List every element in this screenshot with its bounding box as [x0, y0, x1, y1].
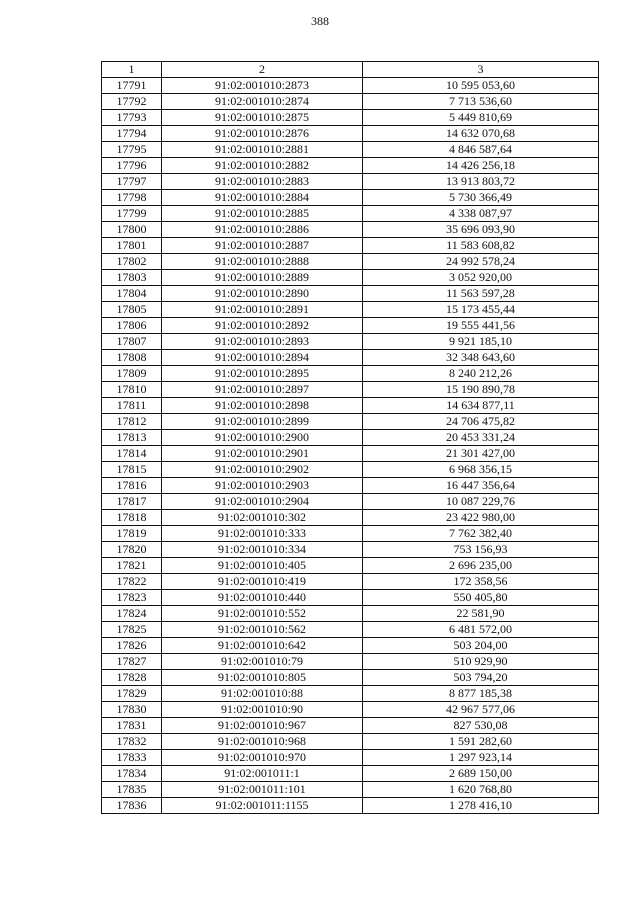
table-row: [102, 238, 599, 254]
table-row: [102, 430, 599, 446]
table-row: [102, 94, 599, 110]
cadastral-number-cell: 91:02:001010:2887: [162, 238, 363, 254]
row-number-cell: 17827: [102, 654, 162, 670]
cadastral-number-cell: 91:02:001010:2894: [162, 350, 363, 366]
table-row: [102, 590, 599, 606]
row-number-cell: 17835: [102, 782, 162, 798]
row-number-cell: 17810: [102, 382, 162, 398]
cadastral-number-cell: 91:02:001010:967: [162, 718, 363, 734]
row-number-cell: 17833: [102, 750, 162, 766]
cadastral-number-cell: 91:02:001010:2892: [162, 318, 363, 334]
row-number-cell: 17818: [102, 510, 162, 526]
table-row: [102, 734, 599, 750]
row-number-cell: 17819: [102, 526, 162, 542]
cadastral-number-cell: 91:02:001010:2875: [162, 110, 363, 126]
value-cell: 503 204,00: [363, 638, 599, 654]
table-row: [102, 510, 599, 526]
value-cell: 9 921 185,10: [363, 334, 599, 350]
row-number-cell: 17795: [102, 142, 162, 158]
cadastral-number-cell: 91:02:001010:2886: [162, 222, 363, 238]
value-cell: 6 481 572,00: [363, 622, 599, 638]
table-row: [102, 270, 599, 286]
value-cell: 7 762 382,40: [363, 526, 599, 542]
table-row: [102, 206, 599, 222]
table-row: [102, 782, 599, 798]
cadastral-number-cell: 91:02:001010:2893: [162, 334, 363, 350]
cadastral-number-cell: 91:02:001010:88: [162, 686, 363, 702]
table-row: [102, 366, 599, 382]
value-cell: 4 338 087,97: [363, 206, 599, 222]
cadastral-number-cell: 91:02:001010:2873: [162, 78, 363, 94]
value-cell: 172 358,56: [363, 574, 599, 590]
cadastral-number-cell: 91:02:001010:440: [162, 590, 363, 606]
value-cell: 550 405,80: [363, 590, 599, 606]
row-number-cell: 17811: [102, 398, 162, 414]
cadastral-number-cell: 91:02:001010:2903: [162, 478, 363, 494]
value-cell: 5 730 366,49: [363, 190, 599, 206]
cadastral-number-cell: 91:02:001010:2884: [162, 190, 363, 206]
table-row: [102, 318, 599, 334]
table-row: [102, 222, 599, 238]
table-row: [102, 254, 599, 270]
table-row: [102, 542, 599, 558]
value-cell: 14 426 256,18: [363, 158, 599, 174]
row-number-cell: 17815: [102, 462, 162, 478]
row-number-cell: 17803: [102, 270, 162, 286]
cadastral-number-cell: 91:02:001010:2881: [162, 142, 363, 158]
row-number-cell: 17830: [102, 702, 162, 718]
value-cell: 2 689 150,00: [363, 766, 599, 782]
cadastral-number-cell: 91:02:001010:2885: [162, 206, 363, 222]
column-header-3: 3: [363, 62, 599, 78]
cadastral-number-cell: 91:02:001010:552: [162, 606, 363, 622]
cadastral-number-cell: 91:02:001010:2883: [162, 174, 363, 190]
row-number-cell: 17807: [102, 334, 162, 350]
cadastral-number-cell: 91:02:001010:333: [162, 526, 363, 542]
cadastral-number-cell: 91:02:001010:2897: [162, 382, 363, 398]
value-cell: 42 967 577,06: [363, 702, 599, 718]
value-cell: 15 173 455,44: [363, 302, 599, 318]
table-header: [102, 62, 599, 78]
value-cell: 24 992 578,24: [363, 254, 599, 270]
row-number-cell: 17800: [102, 222, 162, 238]
table-row: [102, 142, 599, 158]
table-row: [102, 126, 599, 142]
cadastral-number-cell: 91:02:001010:2890: [162, 286, 363, 302]
value-cell: 32 348 643,60: [363, 350, 599, 366]
value-cell: 14 632 070,68: [363, 126, 599, 142]
row-number-cell: 17829: [102, 686, 162, 702]
column-header-1: 1: [102, 62, 162, 78]
cadastral-number-cell: 91:02:001010:2891: [162, 302, 363, 318]
value-cell: 21 301 427,00: [363, 446, 599, 462]
row-number-cell: 17792: [102, 94, 162, 110]
value-cell: 16 447 356,64: [363, 478, 599, 494]
row-number-cell: 17797: [102, 174, 162, 190]
row-number-cell: 17806: [102, 318, 162, 334]
table-row: [102, 494, 599, 510]
table-row: [102, 414, 599, 430]
value-cell: 2 696 235,00: [363, 558, 599, 574]
cadastral-number-cell: 91:02:001010:562: [162, 622, 363, 638]
cadastral-number-cell: 91:02:001010:2898: [162, 398, 363, 414]
row-number-cell: 17813: [102, 430, 162, 446]
cadastral-number-cell: 91:02:001011:1155: [162, 798, 363, 814]
value-cell: 11 583 608,82: [363, 238, 599, 254]
value-cell: 24 706 475,82: [363, 414, 599, 430]
cadastral-number-cell: 91:02:001010:2901: [162, 446, 363, 462]
row-number-cell: 17814: [102, 446, 162, 462]
row-number-cell: 17812: [102, 414, 162, 430]
cadastral-number-cell: 91:02:001010:2902: [162, 462, 363, 478]
value-cell: 503 794,20: [363, 670, 599, 686]
table-row: [102, 766, 599, 782]
row-number-cell: 17825: [102, 622, 162, 638]
value-cell: 23 422 980,00: [363, 510, 599, 526]
header-row: [102, 62, 599, 78]
table-row: [102, 174, 599, 190]
cadastral-number-cell: 91:02:001011:1: [162, 766, 363, 782]
row-number-cell: 17799: [102, 206, 162, 222]
cadastral-number-cell: 91:02:001010:90: [162, 702, 363, 718]
value-cell: 1 297 923,14: [363, 750, 599, 766]
table-row: [102, 670, 599, 686]
cadastral-number-cell: 91:02:001010:302: [162, 510, 363, 526]
table-row: [102, 78, 599, 94]
cadastral-number-cell: 91:02:001010:334: [162, 542, 363, 558]
value-cell: 753 156,93: [363, 542, 599, 558]
table-row: [102, 558, 599, 574]
row-number-cell: 17802: [102, 254, 162, 270]
value-cell: 510 929,90: [363, 654, 599, 670]
cadastral-number-cell: 91:02:001010:79: [162, 654, 363, 670]
cadastral-number-cell: 91:02:001010:2874: [162, 94, 363, 110]
table-row: [102, 110, 599, 126]
table-row: [102, 638, 599, 654]
cadastral-number-cell: 91:02:001010:2900: [162, 430, 363, 446]
value-cell: 3 052 920,00: [363, 270, 599, 286]
cadastral-number-cell: 91:02:001010:2899: [162, 414, 363, 430]
row-number-cell: 17796: [102, 158, 162, 174]
value-cell: 6 968 356,15: [363, 462, 599, 478]
table-row: [102, 302, 599, 318]
value-cell: 11 563 597,28: [363, 286, 599, 302]
row-number-cell: 17828: [102, 670, 162, 686]
table-row: [102, 718, 599, 734]
cadastral-number-cell: 91:02:001010:2882: [162, 158, 363, 174]
row-number-cell: 17826: [102, 638, 162, 654]
row-number-cell: 17821: [102, 558, 162, 574]
row-number-cell: 17823: [102, 590, 162, 606]
table-row: [102, 622, 599, 638]
value-cell: 10 595 053,60: [363, 78, 599, 94]
cadastral-number-cell: 91:02:001010:970: [162, 750, 363, 766]
row-number-cell: 17801: [102, 238, 162, 254]
row-number-cell: 17804: [102, 286, 162, 302]
cadastral-number-cell: 91:02:001010:642: [162, 638, 363, 654]
value-cell: 8 240 212,26: [363, 366, 599, 382]
value-cell: 1 278 416,10: [363, 798, 599, 814]
row-number-cell: 17794: [102, 126, 162, 142]
table-row: [102, 190, 599, 206]
value-cell: 827 530,08: [363, 718, 599, 734]
row-number-cell: 17798: [102, 190, 162, 206]
cadastral-number-cell: 91:02:001010:2895: [162, 366, 363, 382]
value-cell: 19 555 441,56: [363, 318, 599, 334]
row-number-cell: 17834: [102, 766, 162, 782]
cadastral-number-cell: 91:02:001010:419: [162, 574, 363, 590]
table-row: [102, 606, 599, 622]
row-number-cell: 17791: [102, 78, 162, 94]
table-row: [102, 798, 599, 814]
value-cell: 1 591 282,60: [363, 734, 599, 750]
row-number-cell: 17824: [102, 606, 162, 622]
table-row: [102, 654, 599, 670]
table-row: [102, 382, 599, 398]
table-body: [102, 78, 599, 814]
row-number-cell: 17805: [102, 302, 162, 318]
value-cell: 14 634 877,11: [363, 398, 599, 414]
value-cell: 22 581,90: [363, 606, 599, 622]
value-cell: 8 877 185,38: [363, 686, 599, 702]
value-cell: 35 696 093,90: [363, 222, 599, 238]
value-cell: 20 453 331,24: [363, 430, 599, 446]
table-row: [102, 526, 599, 542]
cadastral-number-cell: 91:02:001011:101: [162, 782, 363, 798]
table-row: [102, 478, 599, 494]
row-number-cell: 17816: [102, 478, 162, 494]
table-row: [102, 702, 599, 718]
row-number-cell: 17809: [102, 366, 162, 382]
cadastral-number-cell: 91:02:001010:2904: [162, 494, 363, 510]
table-row: [102, 462, 599, 478]
cadastral-number-cell: 91:02:001010:805: [162, 670, 363, 686]
value-cell: 5 449 810,69: [363, 110, 599, 126]
cadastral-number-cell: 91:02:001010:405: [162, 558, 363, 574]
cadastral-number-cell: 91:02:001010:968: [162, 734, 363, 750]
cadastral-number-cell: 91:02:001010:2876: [162, 126, 363, 142]
row-number-cell: 17793: [102, 110, 162, 126]
value-cell: 15 190 890,78: [363, 382, 599, 398]
row-number-cell: 17820: [102, 542, 162, 558]
column-header-2: 2: [162, 62, 363, 78]
cadastral-number-cell: 91:02:001010:2888: [162, 254, 363, 270]
table-row: [102, 446, 599, 462]
value-cell: 1 620 768,80: [363, 782, 599, 798]
row-number-cell: 17831: [102, 718, 162, 734]
row-number-cell: 17822: [102, 574, 162, 590]
table-row: [102, 350, 599, 366]
row-number-cell: 17817: [102, 494, 162, 510]
cadastral-number-cell: 91:02:001010:2889: [162, 270, 363, 286]
table-row: [102, 574, 599, 590]
page-number: 388: [311, 14, 329, 28]
table-row: [102, 750, 599, 766]
value-cell: 10 087 229,76: [363, 494, 599, 510]
value-cell: 4 846 587,64: [363, 142, 599, 158]
table-row: [102, 398, 599, 414]
cadastral-value-table: [101, 61, 599, 814]
value-cell: 13 913 803,72: [363, 174, 599, 190]
row-number-cell: 17836: [102, 798, 162, 814]
table-row: [102, 286, 599, 302]
table-row: [102, 334, 599, 350]
table-row: [102, 158, 599, 174]
row-number-cell: 17832: [102, 734, 162, 750]
table-row: [102, 686, 599, 702]
row-number-cell: 17808: [102, 350, 162, 366]
value-cell: 7 713 536,60: [363, 94, 599, 110]
